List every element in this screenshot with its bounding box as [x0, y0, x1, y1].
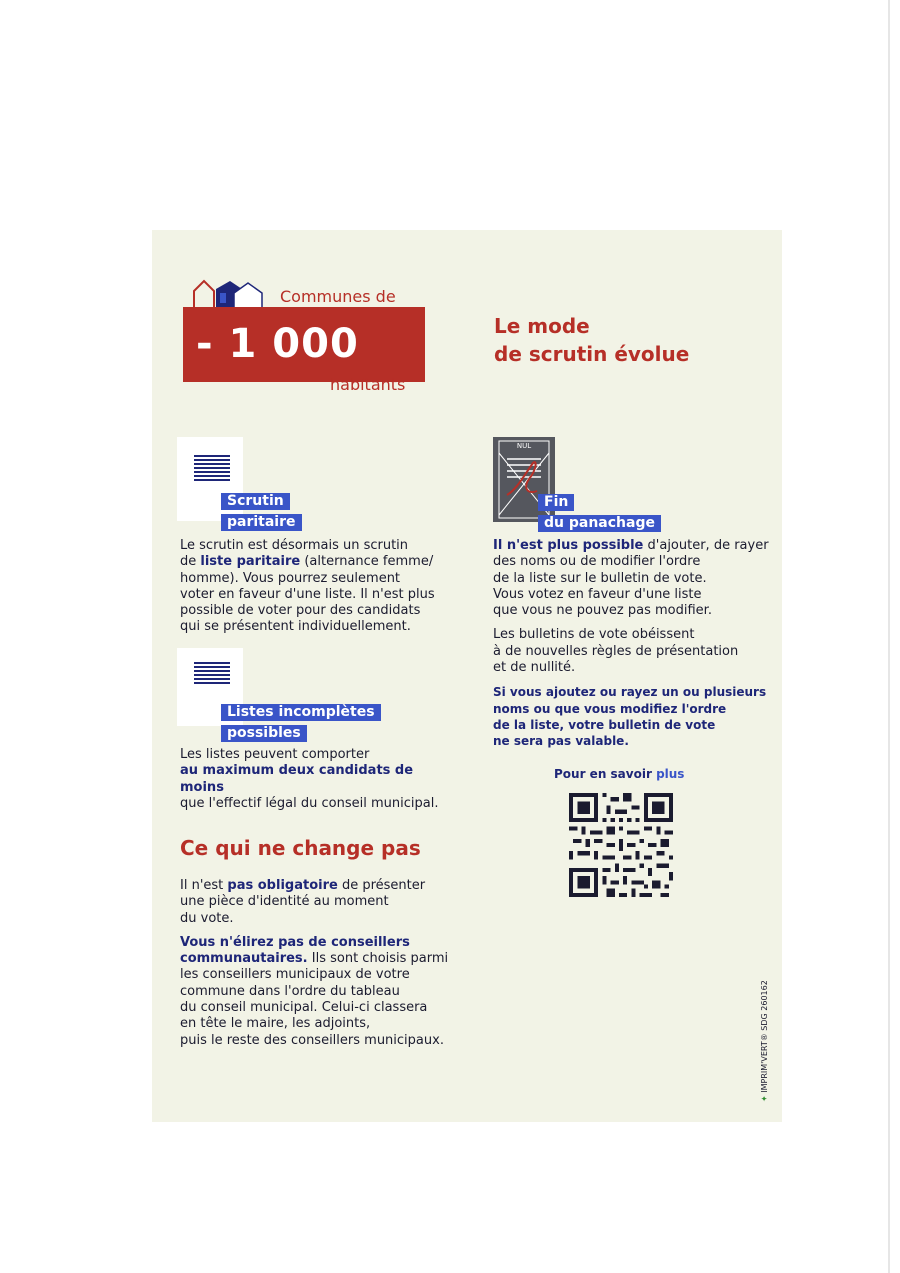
text-line: les conseillers municipaux de votre: [180, 967, 410, 983]
text-line: [180, 878, 460, 894]
section-title-ne-change-pas: Ce qui ne change pas: [180, 836, 421, 860]
listes-incompletes-text: [180, 747, 460, 812]
panachage-text: [493, 538, 778, 758]
text-line: [180, 554, 450, 570]
title-line-2: de scrutin évolue: [494, 342, 690, 366]
text-line: [493, 538, 778, 554]
text-line: une pièce d'identité au moment: [180, 894, 389, 910]
tag-line-2: du panachage: [538, 515, 661, 532]
paragraph: [180, 935, 460, 1049]
text-line: et de nullité.: [493, 660, 576, 676]
text-line: Le scrutin est désormais un scrutin: [180, 538, 409, 553]
habitants-label: habitants: [330, 375, 406, 394]
text-line: ne sera pas valable.: [493, 734, 629, 749]
tag-listes-incompletes: [221, 701, 381, 743]
nul-label: NUL: [516, 442, 532, 450]
learn-more-label: [554, 767, 684, 781]
tag-line-2: possibles: [221, 725, 307, 742]
text-bold: Il n'est plus possible: [493, 538, 644, 553]
text-frag: Ils sont choisis parmi: [307, 951, 449, 967]
text-frag: d'ajouter, de rayer: [643, 538, 769, 553]
text-bold: au maximum deux candidats de moins: [180, 763, 414, 795]
text-line: du conseil municipal. Celui-ci classera: [180, 1000, 428, 1016]
imprimvert-label: [760, 980, 769, 1102]
text-frag: de présenter: [337, 878, 426, 893]
qr-code-icon[interactable]: [569, 791, 673, 899]
text-line: voter en faveur d'une liste. Il n'est plus: [180, 586, 435, 602]
communes-de-label: Communes de: [280, 287, 396, 306]
scan-edge: [888, 0, 890, 1273]
population-number: - 1 000: [196, 321, 359, 367]
ne-change-pas-text: [180, 878, 460, 1057]
text-line: possible de voter pour des candidats: [180, 603, 421, 619]
text-line: commune dans l'ordre du tableau: [180, 983, 400, 999]
tag-fin-panachage: [538, 491, 661, 533]
text-line: de la liste sur le bulletin de vote.: [493, 570, 707, 586]
title-line-1: Le mode: [494, 314, 590, 338]
text-line: qui se présentent individuellement.: [180, 619, 411, 635]
text-line: en tête le maire, les adjoints,: [180, 1016, 371, 1032]
text-line: que l'effectif légal du conseil municipal.: [180, 795, 439, 811]
text-line: homme). Vous pourrez seulement: [180, 570, 401, 586]
text-frag: (alternance femme/: [300, 554, 434, 570]
text-line: que vous ne pouvez pas modifier.: [493, 603, 712, 619]
text-line: Vous votez en faveur d'une liste: [493, 586, 702, 602]
paragraph: [180, 878, 460, 927]
tag-line-1: Scrutin: [221, 493, 290, 510]
text-line: du vote.: [180, 910, 234, 926]
tag-line-1: Fin: [538, 494, 574, 511]
paragraph: [493, 627, 778, 676]
text-bold: communautaires.: [180, 951, 308, 967]
text-line: puis le reste des conseillers municipaux.: [180, 1032, 444, 1048]
text-bold: pas obligatoire: [227, 878, 338, 893]
learn-more-a: Pour en savoir: [554, 767, 657, 781]
paragraph: [493, 684, 778, 749]
text-line: des noms ou de modifier l'ordre: [493, 554, 701, 570]
paragraph: [493, 538, 778, 619]
learn-more-b: plus: [656, 767, 685, 781]
page-title: [494, 312, 689, 368]
text-line: de la liste, votre bulletin de vote: [493, 717, 716, 732]
imprimvert-text: IMPRIM'VERT® SDG 260162: [760, 980, 769, 1093]
text-line: noms ou que vous modifiez l'ordre: [493, 701, 727, 716]
tag-scrutin-paritaire: [221, 490, 302, 532]
text-line: Les listes peuvent comporter: [180, 747, 370, 762]
text-line: [180, 951, 460, 967]
tag-line-1: Listes incomplètes: [221, 704, 381, 721]
text-line: Les bulletins de vote obéissent: [493, 627, 695, 643]
text-frag: de: [180, 554, 201, 570]
text-bold: liste paritaire: [200, 554, 301, 570]
leaf-icon: ✦: [760, 1095, 769, 1102]
tag-line-2: paritaire: [221, 514, 302, 531]
text-frag: Il n'est: [180, 878, 228, 893]
text-line: Si vous ajoutez ou rayez un ou plusieurs: [493, 685, 767, 700]
scrutin-paritaire-text: [180, 538, 450, 636]
text-line: à de nouvelles règles de présentation: [493, 643, 739, 659]
text-bold: Vous n'élirez pas de conseillers: [180, 934, 410, 950]
